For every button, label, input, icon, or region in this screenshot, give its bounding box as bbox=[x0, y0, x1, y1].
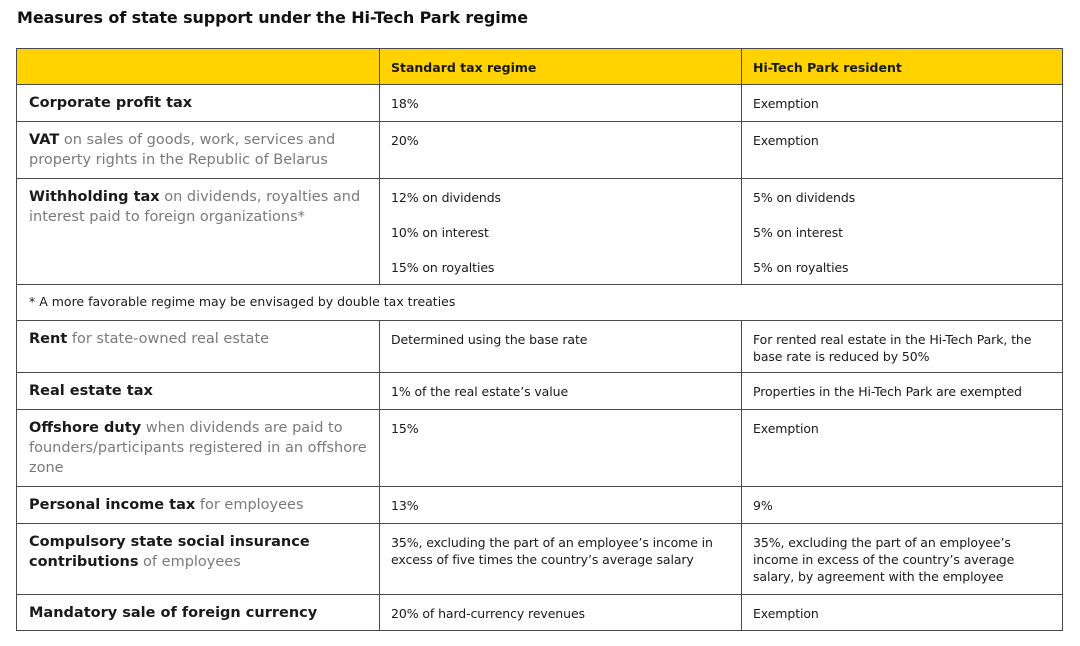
state-support-table bbox=[16, 48, 1063, 631]
table-row bbox=[17, 122, 1063, 179]
row-label: Compulsory state social insurance contributions of employees bbox=[17, 524, 380, 595]
standard-value: 20% bbox=[380, 122, 742, 179]
footnote: * A more favorable regime may be envisaged by double tax treaties bbox=[17, 285, 1063, 321]
page-title: Measures of state support under the Hi-Tech Park regime bbox=[17, 8, 528, 27]
header-standard-regime: Standard tax regime bbox=[380, 49, 742, 85]
row-label: VAT on sales of goods, work, services and property rights in the Republic of Belarus bbox=[17, 122, 380, 179]
standard-value: 20% of hard-currency revenues bbox=[380, 595, 742, 631]
standard-value: 18% bbox=[380, 85, 742, 122]
standard-value: 13% bbox=[380, 487, 742, 524]
footnote-row bbox=[17, 285, 1063, 321]
table-row bbox=[17, 410, 1063, 487]
standard-value: Determined using the base rate bbox=[380, 321, 742, 373]
table-row bbox=[17, 373, 1063, 410]
htp-value: 35%, excluding the part of an employee’s income in excess of the country’s average salary, by agreement with the employee bbox=[742, 524, 1063, 595]
htp-value: 5% on dividends 5% on interest 5% on royalties bbox=[742, 179, 1063, 285]
htp-value: Exemption bbox=[742, 85, 1063, 122]
htp-value: Exemption bbox=[742, 595, 1063, 631]
htp-value: For rented real estate in the Hi-Tech Park, the base rate is reduced by 50% bbox=[742, 321, 1063, 373]
row-label: Personal income tax for employees bbox=[17, 487, 380, 524]
standard-value: 35%, excluding the part of an employee’s income in excess of five times the country’s average salary bbox=[380, 524, 742, 595]
row-label: Real estate tax bbox=[17, 373, 380, 410]
table-row bbox=[17, 595, 1063, 631]
table-row bbox=[17, 487, 1063, 524]
header-measure bbox=[17, 49, 380, 85]
standard-value: 1% of the real estate’s value bbox=[380, 373, 742, 410]
htp-value: Properties in the Hi-Tech Park are exempted bbox=[742, 373, 1063, 410]
htp-value: Exemption bbox=[742, 122, 1063, 179]
htp-value: 9% bbox=[742, 487, 1063, 524]
standard-value: 15% bbox=[380, 410, 742, 487]
header-htp-resident: Hi-Tech Park resident bbox=[742, 49, 1063, 85]
table-row bbox=[17, 321, 1063, 373]
table-row bbox=[17, 524, 1063, 595]
htp-value: Exemption bbox=[742, 410, 1063, 487]
table-row bbox=[17, 85, 1063, 122]
row-label: Mandatory sale of foreign currency bbox=[17, 595, 380, 631]
row-label: Offshore duty when dividends are paid to founders/participants registered in an offshore zone bbox=[17, 410, 380, 487]
standard-value: 12% on dividends 10% on interest 15% on royalties bbox=[380, 179, 742, 285]
table-row bbox=[17, 179, 1063, 285]
table-header-row bbox=[17, 49, 1063, 85]
row-label: Rent for state-owned real estate bbox=[17, 321, 380, 373]
row-label: Corporate profit tax bbox=[17, 85, 380, 122]
row-label: Withholding tax on dividends, royalties and interest paid to foreign organizations* bbox=[17, 179, 380, 285]
